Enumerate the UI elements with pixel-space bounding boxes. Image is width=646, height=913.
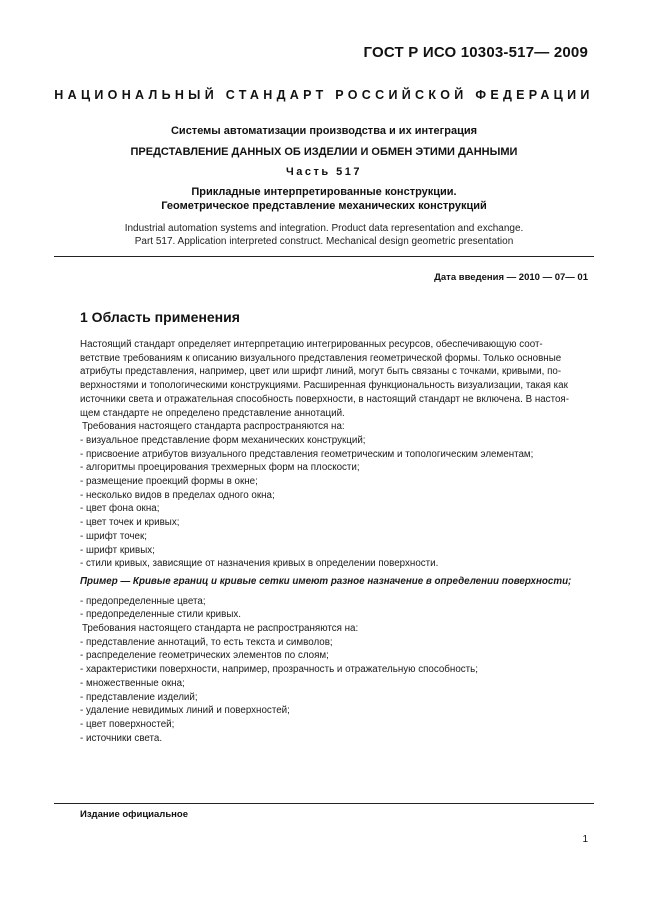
footer-divider xyxy=(54,803,594,804)
national-standard-heading: НАЦИОНАЛЬНЫЙ СТАНДАРТ РОССИЙСКОЙ ФЕДЕРАЦИИ xyxy=(54,88,594,102)
series-title: Системы автоматизации производства и их интеграция xyxy=(170,125,478,137)
list-item: - несколько видов в пределах одного окна; xyxy=(80,489,275,501)
list-item: - визуальное представление форм механических конструкций; xyxy=(80,434,366,446)
list-item: - присвоение атрибутов визуального представления геометрическим и топологическим элементам; xyxy=(80,448,534,460)
list-item: - шрифт точек; xyxy=(80,530,147,542)
list-item: - предопределенные цвета; xyxy=(80,595,206,607)
list-item: - множественные окна; xyxy=(80,677,185,689)
list-item: - представление изделий; xyxy=(80,691,198,703)
main-title: ПРЕДСТАВЛЕНИЕ ДАННЫХ ОБ ИЗДЕЛИИ И ОБМЕН ЭТИМИ ДАННЫМИ xyxy=(130,146,518,158)
applies-heading: Требования настоящего стандарта распространяются на: xyxy=(82,421,345,433)
title-divider xyxy=(54,256,594,257)
list-item: - представление аннотаций, то есть текста и символов; xyxy=(80,636,333,648)
subtitle-line-1: Прикладные интерпретированные конструкции. xyxy=(191,186,457,198)
page-number: 1 xyxy=(582,834,588,845)
list-item: - цвет поверхностей; xyxy=(80,718,175,730)
section-title: 1 Область применения xyxy=(80,309,240,325)
subtitle-line-2: Геометрическое представление механических конструкций xyxy=(161,200,487,212)
list-item: - распределение геометрических элементов по слоям; xyxy=(80,650,329,662)
list-item: - стили кривых, зависящие от назначения кривых в определении поверхности. xyxy=(80,558,439,570)
list-item: - источники света. xyxy=(80,732,163,744)
list-item: - удаление невидимых линий и поверхностей; xyxy=(80,705,290,717)
part-title: Часть 517 xyxy=(285,166,363,178)
introduction-date: Дата введения — 2010 — 07— 01 xyxy=(434,272,588,283)
list-item: - характеристики поверхности, например, прозрачность и отражательную способность; xyxy=(80,664,478,676)
not-applies-heading: Требования настоящего стандарта не распространяются на: xyxy=(82,623,359,635)
document-code: ГОСТ Р ИСО 10303-517— 2009 xyxy=(363,44,588,61)
list-item: - предопределенные стили кривых. xyxy=(80,609,242,621)
list-item: - цвет точек и кривых; xyxy=(80,517,180,529)
example-note: Пример — Кривые границ и кривые сетки имеют разное назначение в определении поверхности; xyxy=(80,575,572,587)
intro-line: щем стандарте не определено представление аннотаций. xyxy=(80,407,345,419)
english-title-line-1: Industrial automation systems and integration. Product data representation and exchange. xyxy=(124,223,524,234)
list-item: - алгоритмы проецирования трехмерных форм на плоскости; xyxy=(80,462,360,474)
list-item: - цвет фона окна; xyxy=(80,503,160,515)
list-item: - шрифт кривых; xyxy=(80,544,155,556)
edition-note: Издание официальное xyxy=(80,809,188,820)
english-title-line-2: Part 517. Application interpreted construct. Mechanical design geometric presentation xyxy=(134,236,514,247)
intro-line: ветствие требованиям к описанию визуального представления геометрической формы. Только основные xyxy=(80,352,562,364)
intro-line: верхностями и топологическими конструкциями. Расширенная функциональность визуализации, такая как xyxy=(80,380,568,392)
intro-line: источники света и отражательная способность поверхности, в настоящий стандарт не включена. В настоя- xyxy=(80,393,569,405)
section-body xyxy=(80,338,588,745)
list-item: - размещение проекций формы в окне; xyxy=(80,476,258,488)
intro-line: Настоящий стандарт определяет интерпретацию интегрированных ресурсов, обеспечивающую соот- xyxy=(80,339,543,350)
intro-line: атрибуты представления, например, цвет или шрифт линий, могут быть связаны с точками, кривыми, по- xyxy=(80,366,562,378)
